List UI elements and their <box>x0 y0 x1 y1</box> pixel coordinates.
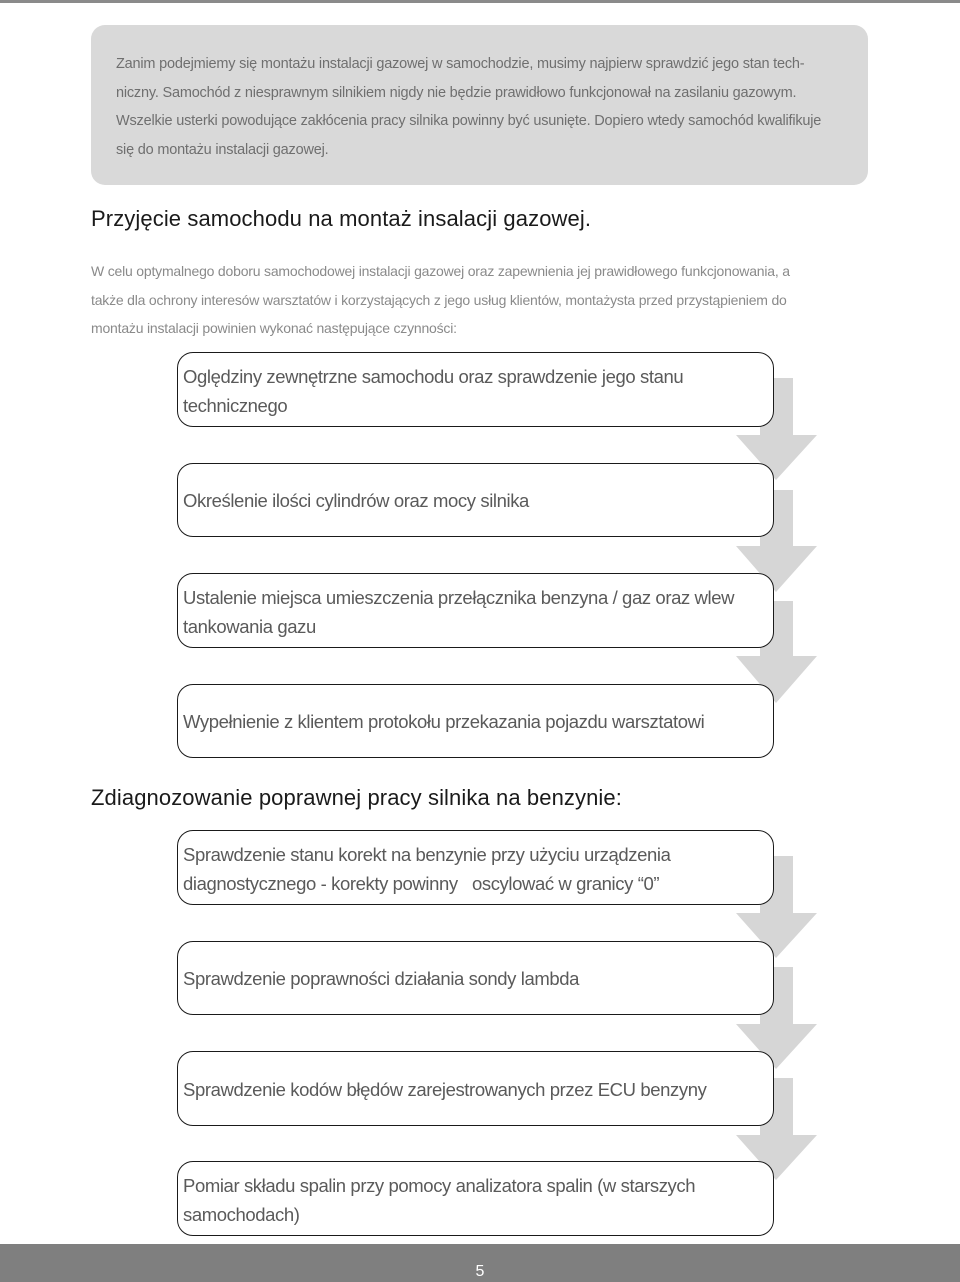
step-line: tankowania gazu <box>183 616 316 637</box>
page-number: 5 <box>475 1263 485 1280</box>
step-box <box>177 352 774 427</box>
step-box <box>177 941 774 1015</box>
step-box <box>177 1161 774 1236</box>
step-line: Sprawdzenie stanu korekt na benzynie przy użyciu urządzenia <box>183 844 671 865</box>
body-line: W celu optymalnego doboru samochodowej instalacji gazowej oraz zapewnienia jej prawidłowego funkcjonowania, a <box>91 263 790 279</box>
step-line: Ustalenie miejsca umieszczenia przełącznika benzyna / gaz oraz wlew <box>183 587 735 608</box>
intro-line: niczny. Samochód z niesprawnym silnikiem nigdy nie będzie prawidłowo funkcjonował na zasilaniu gazowym. <box>116 84 797 101</box>
intro-line: Zanim podejmiemy się montażu instalacji gazowej w samochodzie, musimy najpierw sprawdzić jego stan tech- <box>116 56 805 72</box>
step-line: Oględziny zewnętrzne samochodu oraz sprawdzenie jego stanu <box>183 366 684 387</box>
body-line: montażu instalacji powinien wykonać następujące czynności: <box>91 320 457 336</box>
section-title-reception: Przyjęcie samochodu na montaż insalacji gazowej. <box>91 206 592 231</box>
step-box <box>177 463 774 537</box>
step-line: Sprawdzenie poprawności działania sondy lambda <box>183 968 580 989</box>
step-line: samochodach) <box>183 1204 300 1225</box>
body-line: także dla ochrony interesów warsztatów i korzystających z jego usług klientów, montażysta przed przystąpieniem do <box>91 291 787 308</box>
step-box <box>177 573 774 648</box>
intro-line: Wszelkie usterki powodujące zakłócenia pracy silnika powinny być usunięte. Dopiero wtedy samochód kwalifikuje <box>116 113 822 129</box>
step-line: Sprawdzenie kodów błędów zarejestrowanych przez ECU benzyny <box>183 1079 707 1100</box>
step-box <box>177 1051 774 1126</box>
intro-line: się do montażu instalacji gazowej. <box>116 141 329 158</box>
step-line: Wypełnienie z klientem protokołu przekazania pojazdu warsztatowi <box>183 711 705 732</box>
step-box <box>177 830 774 905</box>
section-title-diagnosis: Zdiagnozowanie poprawnej pracy silnika na benzynie: <box>91 785 622 810</box>
step-line: technicznego <box>183 395 288 416</box>
step-line: diagnostycznego - korekty powinny oscylować w granicy “0” <box>183 873 660 894</box>
step-line: Pomiar składu spalin przy pomocy analizatora spalin (w starszych <box>183 1175 696 1196</box>
step-box <box>177 684 774 758</box>
step-line: Określenie ilości cylindrów oraz mocy silnika <box>183 490 529 511</box>
